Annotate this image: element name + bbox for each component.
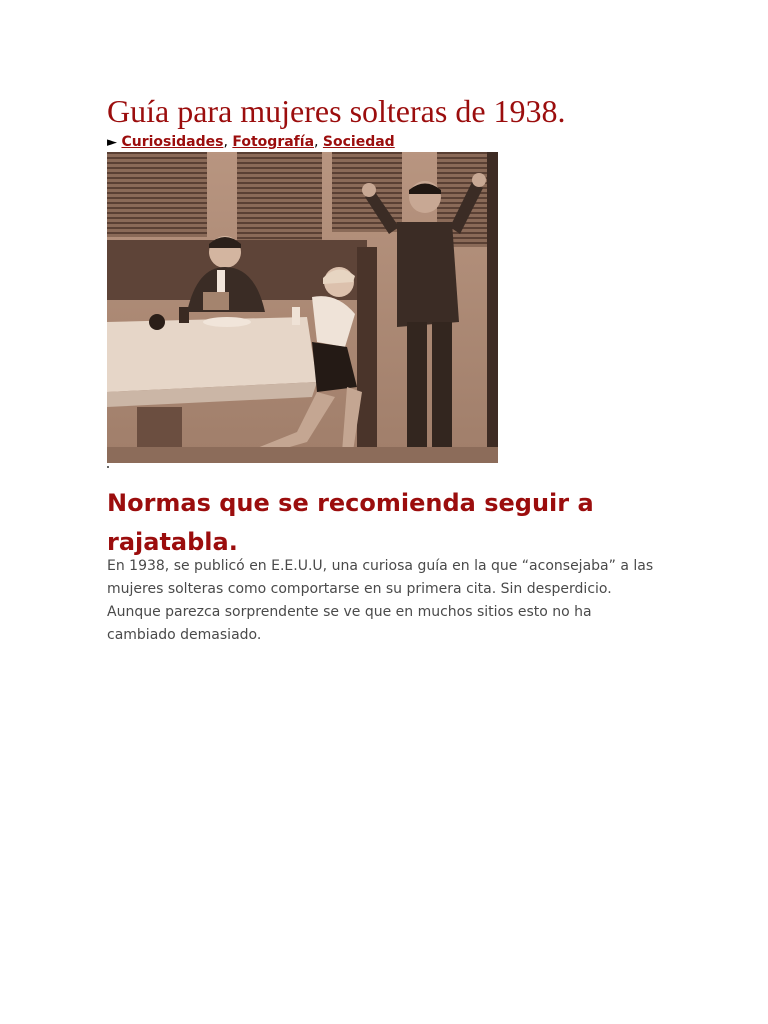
category-link-fotografia[interactable]: Fotografía: [232, 134, 315, 150]
category-separator: ,: [223, 134, 233, 150]
caption-dot: [107, 466, 109, 468]
category-links: [107, 132, 395, 153]
arrow-icon: ►: [107, 135, 117, 150]
section-heading: Normas que se recomienda seguir a rajatabla.: [107, 489, 594, 556]
vintage-date-photo: [107, 152, 498, 463]
page-title: Guía para mujeres solteras de 1938.: [107, 93, 566, 129]
category-link-curiosidades[interactable]: Curiosidades: [121, 134, 224, 150]
category-separator: ,: [314, 134, 323, 150]
category-link-sociedad[interactable]: Sociedad: [322, 134, 395, 150]
article-body: En 1938, se publicó en E.E.U.U, una curiosa guía en la que “aconsejaba” a las mujeres solteras como comportarse en su primera cita. Sin desperdicio. Aunque parezca sorprendente se ve que en muchos sitios esto no ha cambiado demasiado.: [107, 558, 654, 643]
